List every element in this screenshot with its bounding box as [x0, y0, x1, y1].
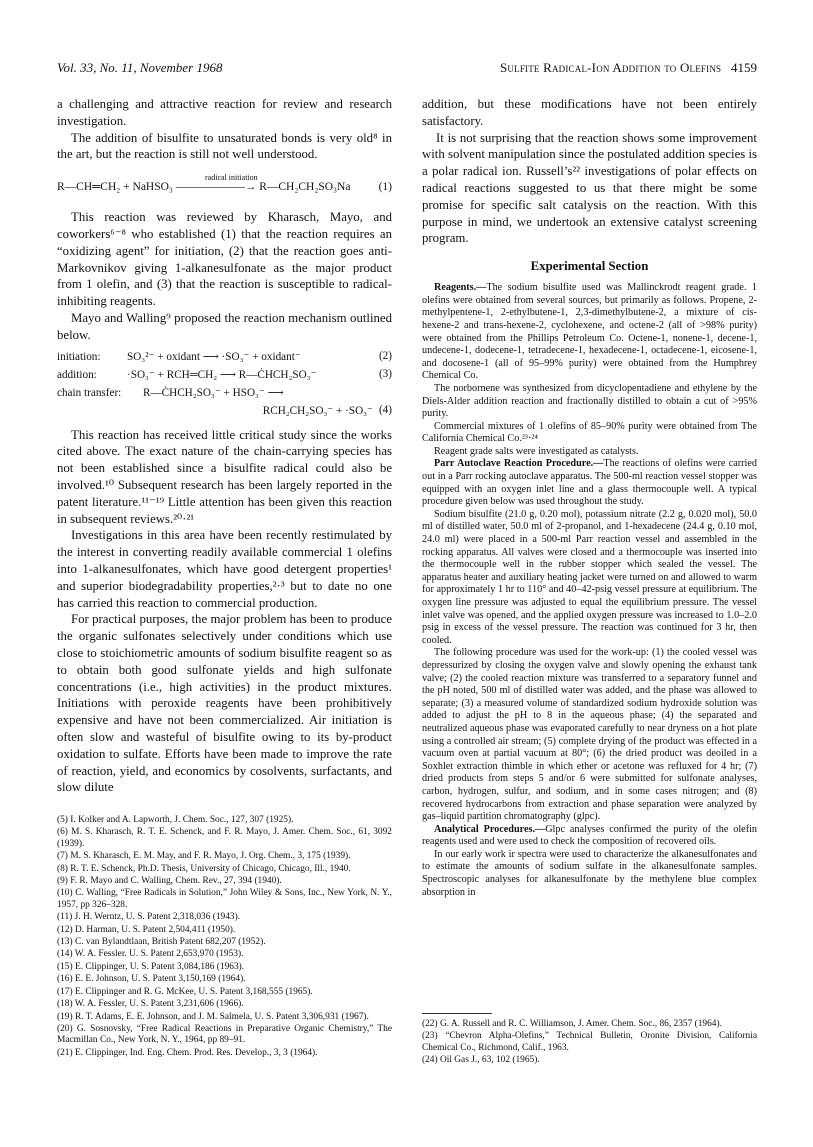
paragraph: Parr Autoclave Reaction Procedure.—The reactions of olefins were carried out in a Parr rocking autoclave apparatus. The 500-ml reaction vessel stopper was equipped with an oxygen inlet line and a glass thermocouple well. A typical procedure given below was used throughout the study. [422, 458, 757, 508]
run-in-heading: Reagents.— [434, 282, 487, 294]
reference: (7) M. S. Kharasch, E. M. May, and F. R. Mayo, J. Org. Chem., 3, 175 (1939). [57, 851, 351, 862]
paragraph: This reaction has received little critical study since the works cited above. The exact nature of the chain-carrying species has not been established since a bisulfite radical could also be involved.¹⁰ Subsequent research has been largely reported in the patent literature.¹¹⁻¹⁹ Little attention has been given this reaction in subsequent reviews.²⁰·²¹ [57, 427, 392, 526]
reference: (24) Oil Gas J., 63, 102 (1965). [422, 1055, 540, 1066]
equation-number: (3) [378, 367, 392, 380]
run-in-heading: Analytical Procedures.— [434, 823, 546, 835]
step-equation-continued: RCH₂CH₂SO₃⁻ + ·SO₃⁻ [262, 404, 373, 417]
running-header [57, 60, 757, 78]
reference: (20) G. Sosnovsky, “Free Radical Reactions in Preparative Organic Chemistry,” The Macmillan Co., New York, N. Y., 1964, pp 89–91. [57, 1023, 392, 1046]
paragraph: Reagent grade salts were investigated as catalysts. [434, 445, 639, 457]
paragraph: Analytical Procedures.—Glpc analyses confirmed the purity of the olefin reagents used and were used to check the composition of recovered oils. [422, 823, 758, 848]
reference: (19) R. T. Adams, E. E. Johnson, and J. M. Salmela, U. S. Patent 3,306,931 (1967). [57, 1011, 369, 1022]
reference: (12) D. Harman, U. S. Patent 2,504,411 (1950). [57, 924, 236, 935]
section-heading: Experimental Section [530, 259, 649, 274]
reference: (11) J. H. Werntz, U. S. Patent 2,318,036 (1943). [57, 912, 241, 923]
step-label: chain transfer: [57, 386, 122, 399]
step-label: addition: [57, 368, 97, 381]
footnote-rule [422, 1013, 492, 1014]
reference: (14) W. A. Fessler. U. S. Patent 2,653,970 (1953). [57, 949, 244, 960]
reference: (21) E. Clippinger, Ind. Eng. Chem. Prod. Res. Develop., 3, 3 (1964). [57, 1047, 318, 1058]
page-number: 4159 [731, 60, 757, 75]
reference: (22) G. A. Russell and R. C. Williamson, J. Amer. Chem. Soc., 86, 2357 (1964). [422, 1019, 722, 1029]
step-equation: R—ĊHCH₂SO₃⁻ + HSO₃⁻ ⟶ [143, 386, 284, 399]
paragraph: Mayo and Walling⁹ proposed the reaction mechanism outlined below. [57, 310, 392, 342]
paragraph: The following procedure was used for the work-up: (1) the cooled vessel was depressurized by closing the oxygen valve and slowly opening the exhaust tank valve; (2) the cooled reaction mixture was transferred to a separatory funnel and the pH noted, 500 ml of distilled water was added, and the phase was allowed to separate; (3) a measured volume of standardized sodium hydroxide solution was added to adjust the pH to 8 in the aqueous phase; (4) the separated and neutralized aqueous phase was evaporated carefully to near dryness on a hot plate using a controlled air stream; (5) complete drying of the product was effected in a vacuum oven at partial vacuum at 80°; (6) the dried product was deoiled in a Soxhlet extraction thimble in which ether or acetone was refluxed for 4 hr; (7) dried products from steps 5 and/or 6 were submitted for sulfonate analyses, carbon, hydrogen, sulfur, and sodium, and in some cases nitrogen; and (8) recovered hydrocarbons from extraction and phase separation were analyzed by gas–liquid partition chromatography (glpc). [422, 647, 757, 823]
paragraph: a challenging and attractive reaction for review and research investigation. [57, 97, 392, 128]
paragraph: addition, but these modifications have not been entirely satisfactory. [422, 97, 757, 128]
reference: (18) W. A. Fessler, U. S. Patent 3,231,606 (1966). [57, 999, 244, 1010]
equation-number: (2) [378, 349, 392, 362]
equation-condition: radical initiation [205, 173, 258, 183]
paragraph: Reagents.—The sodium bisulfite used was Mallinckrodt reagent grade. 1 olefins were obtained from several sources, but primarily as follows. Propene, 2-methylpentene-1, 2-ethylbutene-1, 2,3-dimethylbutene-2, a mixture of cis-hexene-2 and trans-hexene-2, cyclohexene, and octene-2 (all of >98% purity) were obtained from the Phillips Petroleum Co. Octene-1, nonene-1, decene-1, undecene-1, dodecene-1, tetradecene-1, hexadecene-1, octadecene-1, eicosene-1, and docosene-1 (all of 95–99% purity) were obtained from the Humphrey Chemical Co. [422, 282, 757, 382]
paragraph: The norbornene was synthesized from dicyclopentadiene and ethylene by the Diels-Alder addition reaction and fractionally distilled to obtain a cut of >95% purity. [422, 382, 757, 420]
reference: (10) C. Walling, “Free Radicals in Solution,” John Wiley & Sons, Inc., New York, N. Y., 1957, pp 326–328. [57, 888, 392, 910]
paragraph: The addition of bisulfite to unsaturated bonds is very old⁸ in the art, but the reaction is still not well understood. [57, 130, 392, 162]
reference: (5) I. Kolker and A. Lapworth, J. Chem. Soc., 127, 307 (1925). [57, 815, 294, 825]
equation-rhs: R—CH₂CH₂SO₃Na [259, 181, 351, 194]
paragraph: It is not surprising that the reaction shows some improvement with solvent manipulation since the postulated addition species is a polar radical ion. Russell’s²² investigations of polar effects on radical reactions suggested to us that there might be some promise for specific salt catalysis on the reaction. With this purpose in mind, we undertook an extensive catalyst screening program. [422, 130, 757, 246]
paragraph: This reaction was reviewed by Kharasch, Mayo, and coworkers⁶⁻⁸ who established (1) that the reaction requires an “oxidizing agent” for initiation, (2) that the reaction goes anti-Markovnikov giving 1-alkanesulfonate as the major product from 1 olefin, and (3) that the reaction is susceptible to radical-inhibiting reagents. [57, 210, 392, 309]
reference: (13) C. van Bylandtlaan, British Patent 682,207 (1952). [57, 937, 266, 948]
run-in-heading: Parr Autoclave Reaction Procedure.— [434, 458, 604, 470]
step-equation: SO₃²⁻ + oxidant ⟶ ·SO₃⁻ + oxidant⁻ [127, 350, 301, 363]
paragraph: Investigations in this area have been recently restimulated by the interest in converting readily available commercial 1 olefins into 1-alkanesulfonates, which have good detergent properties¹ and superior biodegradability properties,²·³ but to date no one has carried this reaction to commercial production. [57, 528, 392, 610]
reference: (23) “Chevron Alpha-Olefins,” Technical Bulletin, Oronite Division, California Chemical Co., Richmond, Calif., 1963. [422, 1031, 757, 1053]
reference: (16) E. E. Johnson, U. S. Patent 3,150,169 (1964). [57, 974, 246, 985]
paragraph: Commercial mixtures of 1 olefins of 85–90% purity were obtained from The California Chemical Co.²³·²⁴ [422, 420, 757, 445]
left-column [57, 96, 392, 796]
reference: (9) F. R. Mayo and C. Walling, Chem. Rev., 27, 394 (1940). [57, 876, 282, 887]
journal-volume-issue: Vol. 33, No. 11, November 1968 [57, 60, 223, 75]
equation-number: (4) [378, 403, 392, 416]
equation-lhs: R—CH═CH₂ + NaHSO₃ ——————→ [57, 181, 257, 194]
running-title: Sulfite Radical-Ion Addition to Olefins [500, 60, 722, 75]
footnotes-right [422, 1013, 757, 1068]
mechanism-scheme [57, 350, 392, 417]
reference: (17) E. Clippinger and R. G. McKee, U. S. Patent 3,168,555 (1965). [57, 986, 313, 997]
footnotes-left [57, 815, 392, 1060]
equation-number: (1) [378, 181, 392, 194]
paragraph: In our early work ir spectra were used to characterize the alkanesulfonates and to estimate the amounts of sodium sulfate in the alkanesulfonate samples. Spectroscopic analyses for alkanesulfonate by the methylene blue complex absorption in [422, 848, 757, 898]
step-equation: ·SO₃⁻ + RCH═CH₂ ⟶ R—ĊHCH₂SO₃⁻ [127, 368, 317, 381]
paragraph: For practical purposes, the major problem has been to produce the organic sulfonates selectively under conditions which use close to stoichiometric amounts of sodium bisulfite reagent so as to obtain both good sulfonate yields and high sulfonate concentrations (i.e., high activities) in the product mixtures. Initiations with peroxide reagents have been prohibitively expensive and have not been commercialized. Air initiation is often slow and wasteful of bisulfite owing to its by-product oxidation to sulfate. Efforts have been made to improve the rate of reaction, yield, and economics by cosolvents, surfactants, and slow dilute [57, 612, 392, 795]
reference: (8) R. T. E. Schenck, Ph.D. Thesis, University of Chicago, Chicago, Ill., 1940. [57, 863, 351, 874]
step-label: initiation: [57, 350, 101, 363]
header-right [500, 60, 757, 76]
reference: (15) E. Clippinger, U. S. Patent 3,084,186 (1963). [57, 961, 245, 972]
paragraph: Sodium bisulfite (21.0 g, 0.20 mol), potassium nitrate (2.2 g, 0.020 mol), 50.0 ml of distilled water, 50.0 ml of 2-propanol, and 1-hexadecene (24.4 g, 0.10 mol, 24.0 ml) were placed in a 500-ml Parr reaction vessel and assembled in the rocking apparatus. All valves were closed and a thermocouple was inserted into the thermocouple well in the rubber stopper which sealed the vessel. The apparatus heater and auxiliary heating jacket were turned on and allowed to warm for approximately 1 hr to 110° and 40–42-psig vessel pressure at equilibrium. The oxygen line pressure was adjusted to equal the equilibrium pressure. The vessel inlet valve was opened, and the applied oxygen pressure was increased to 1.0–2.0 psig in excess of the vessel pressure. The reaction was continued for 3 hr, then cooled. [422, 508, 757, 646]
equation-1 [57, 173, 392, 195]
right-column [422, 96, 757, 899]
reference: (6) M. S. Kharasch, R. T. E. Schenck, and F. R. Mayo, J. Amer. Chem. Soc., 61, 3092 (1939). [57, 827, 392, 849]
